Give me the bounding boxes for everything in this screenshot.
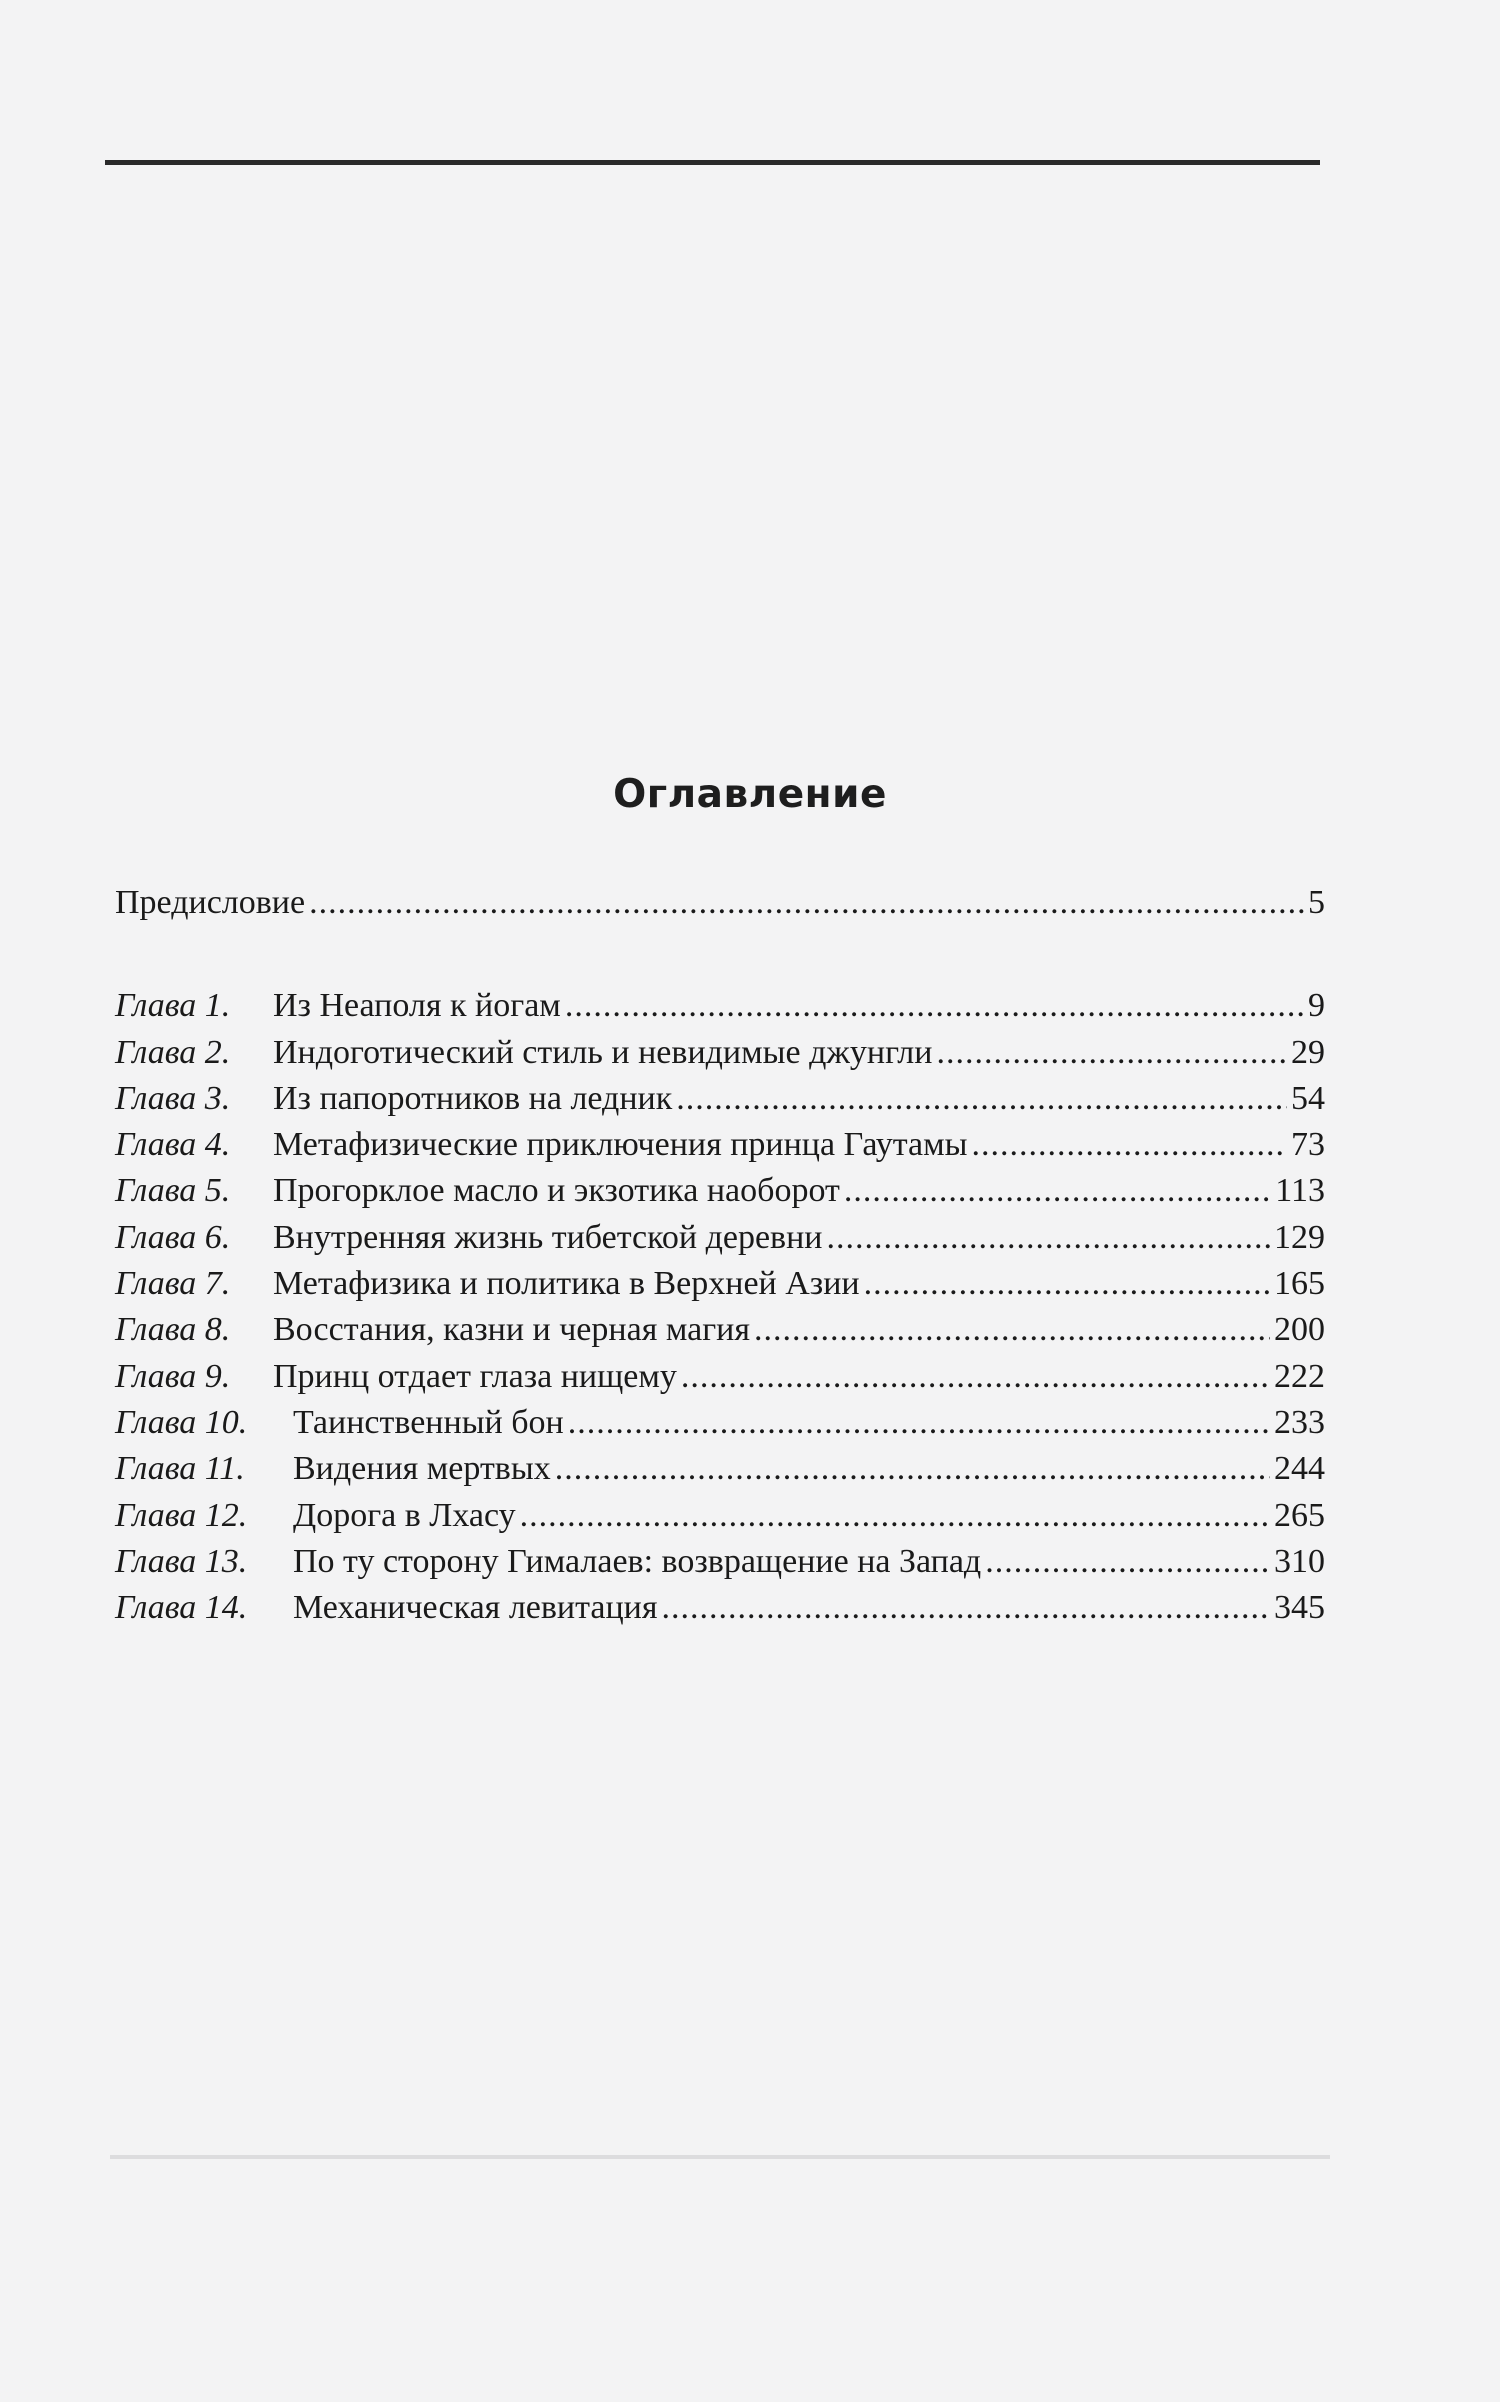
toc-entry-page: 244 (1274, 1450, 1325, 1488)
toc-entry-title: Предисловие (115, 884, 306, 921)
top-rule (105, 160, 1320, 165)
toc-entry-title: Индоготический стиль и невидимые джунгли (273, 1033, 933, 1071)
toc-entry-chapter-2 (115, 1030, 1325, 1076)
toc-leader-dots (568, 1400, 1270, 1446)
toc-entry-chapter-10 (115, 1400, 1325, 1446)
toc-entry-chapter-5 (115, 1168, 1325, 1214)
chapter-label: Глава 8. (115, 1311, 231, 1349)
toc-entry-page: 73 (1291, 1126, 1325, 1164)
toc-entry-page: 222 (1274, 1357, 1325, 1395)
toc-leader-dots (681, 1354, 1270, 1400)
toc-entry-title: Прогорклое масло и экзотика наоборот (273, 1172, 840, 1210)
toc-entry-title: Восстания, казни и черная магия (273, 1311, 750, 1349)
toc-entry-page: 54 (1291, 1079, 1325, 1117)
chapter-label: Глава 12. (115, 1496, 248, 1534)
table-of-contents (115, 880, 1325, 1631)
toc-entry-page: 345 (1274, 1589, 1325, 1627)
toc-leader-dots (676, 1076, 1287, 1122)
chapter-label: Глава 2. (115, 1033, 231, 1071)
toc-entry-page: 29 (1291, 1033, 1325, 1071)
toc-entry-title: Видения мертвых (293, 1450, 551, 1488)
toc-entry-chapter-3 (115, 1076, 1325, 1122)
toc-entry-chapter-14 (115, 1585, 1325, 1631)
toc-entry-chapter-1 (115, 983, 1325, 1029)
toc-leader-dots (827, 1215, 1271, 1261)
toc-leader-dots (555, 1446, 1270, 1492)
toc-entry-page: 129 (1274, 1218, 1325, 1256)
toc-leader-dots (662, 1585, 1270, 1631)
chapter-label: Глава 7. (115, 1265, 231, 1303)
chapter-label: Глава 5. (115, 1172, 231, 1210)
toc-entry-title: Из Неаполя к йогам (273, 987, 561, 1025)
toc-entry-title: Дорога в Лхасу (293, 1496, 516, 1534)
chapter-label: Глава 6. (115, 1218, 231, 1256)
toc-entry-title: По ту сторону Гималаев: возвращение на Запад (293, 1542, 982, 1580)
chapter-label: Глава 14. (115, 1589, 248, 1627)
toc-entry-chapter-4 (115, 1122, 1325, 1168)
toc-leader-dots (754, 1307, 1270, 1353)
chapter-label: Глава 13. (115, 1542, 248, 1580)
toc-entry-page: 5 (1308, 884, 1325, 921)
toc-entry-page: 200 (1274, 1311, 1325, 1349)
toc-entry-title: Механическая левитация (293, 1589, 658, 1627)
toc-entry-title: Внутренняя жизнь тибетской деревни (273, 1218, 823, 1256)
toc-entry-title: Таинственный бон (293, 1403, 564, 1441)
chapter-label: Глава 9. (115, 1357, 231, 1395)
toc-entry-page: 265 (1274, 1496, 1325, 1534)
toc-leader-dots (936, 1030, 1287, 1076)
chapter-label: Глава 3. (115, 1079, 231, 1117)
toc-leader-dots (520, 1493, 1270, 1539)
toc-entry-page: 233 (1274, 1403, 1325, 1441)
toc-entry-preface (115, 880, 1325, 926)
chapter-label: Глава 1. (115, 987, 231, 1025)
toc-entry-chapter-9 (115, 1354, 1325, 1400)
toc-entry-chapter-6 (115, 1215, 1325, 1261)
toc-entry-chapter-12 (115, 1493, 1325, 1539)
chapter-label: Глава 11. (115, 1450, 245, 1488)
toc-leader-dots (565, 983, 1304, 1029)
chapter-label: Глава 4. (115, 1126, 231, 1164)
toc-entry-page: 113 (1275, 1172, 1325, 1210)
bottom-rule (110, 2155, 1330, 2159)
page-title: Оглавление (613, 772, 887, 817)
toc-entry-title: Из папоротников на ледник (273, 1079, 673, 1117)
toc-entry-chapter-8 (115, 1307, 1325, 1353)
toc-entry-chapter-11 (115, 1446, 1325, 1492)
toc-leader-dots (972, 1122, 1288, 1168)
toc-entry-page: 9 (1308, 987, 1325, 1025)
toc-entry-page: 165 (1274, 1265, 1325, 1303)
toc-leader-dots (844, 1168, 1271, 1214)
toc-entry-page: 310 (1274, 1542, 1325, 1580)
toc-leader-dots (864, 1261, 1270, 1307)
chapter-label: Глава 10. (115, 1403, 248, 1441)
toc-entry-title: Принц отдает глаза нищему (273, 1357, 677, 1395)
toc-leader-dots (985, 1539, 1270, 1585)
toc-entry-title: Метафизические приключения принца Гаутамы (273, 1126, 968, 1164)
toc-entry-chapter-13 (115, 1539, 1325, 1585)
toc-entry-chapter-7 (115, 1261, 1325, 1307)
toc-leader-dots (309, 880, 1304, 926)
toc-entry-title: Метафизика и политика в Верхней Азии (273, 1265, 860, 1303)
